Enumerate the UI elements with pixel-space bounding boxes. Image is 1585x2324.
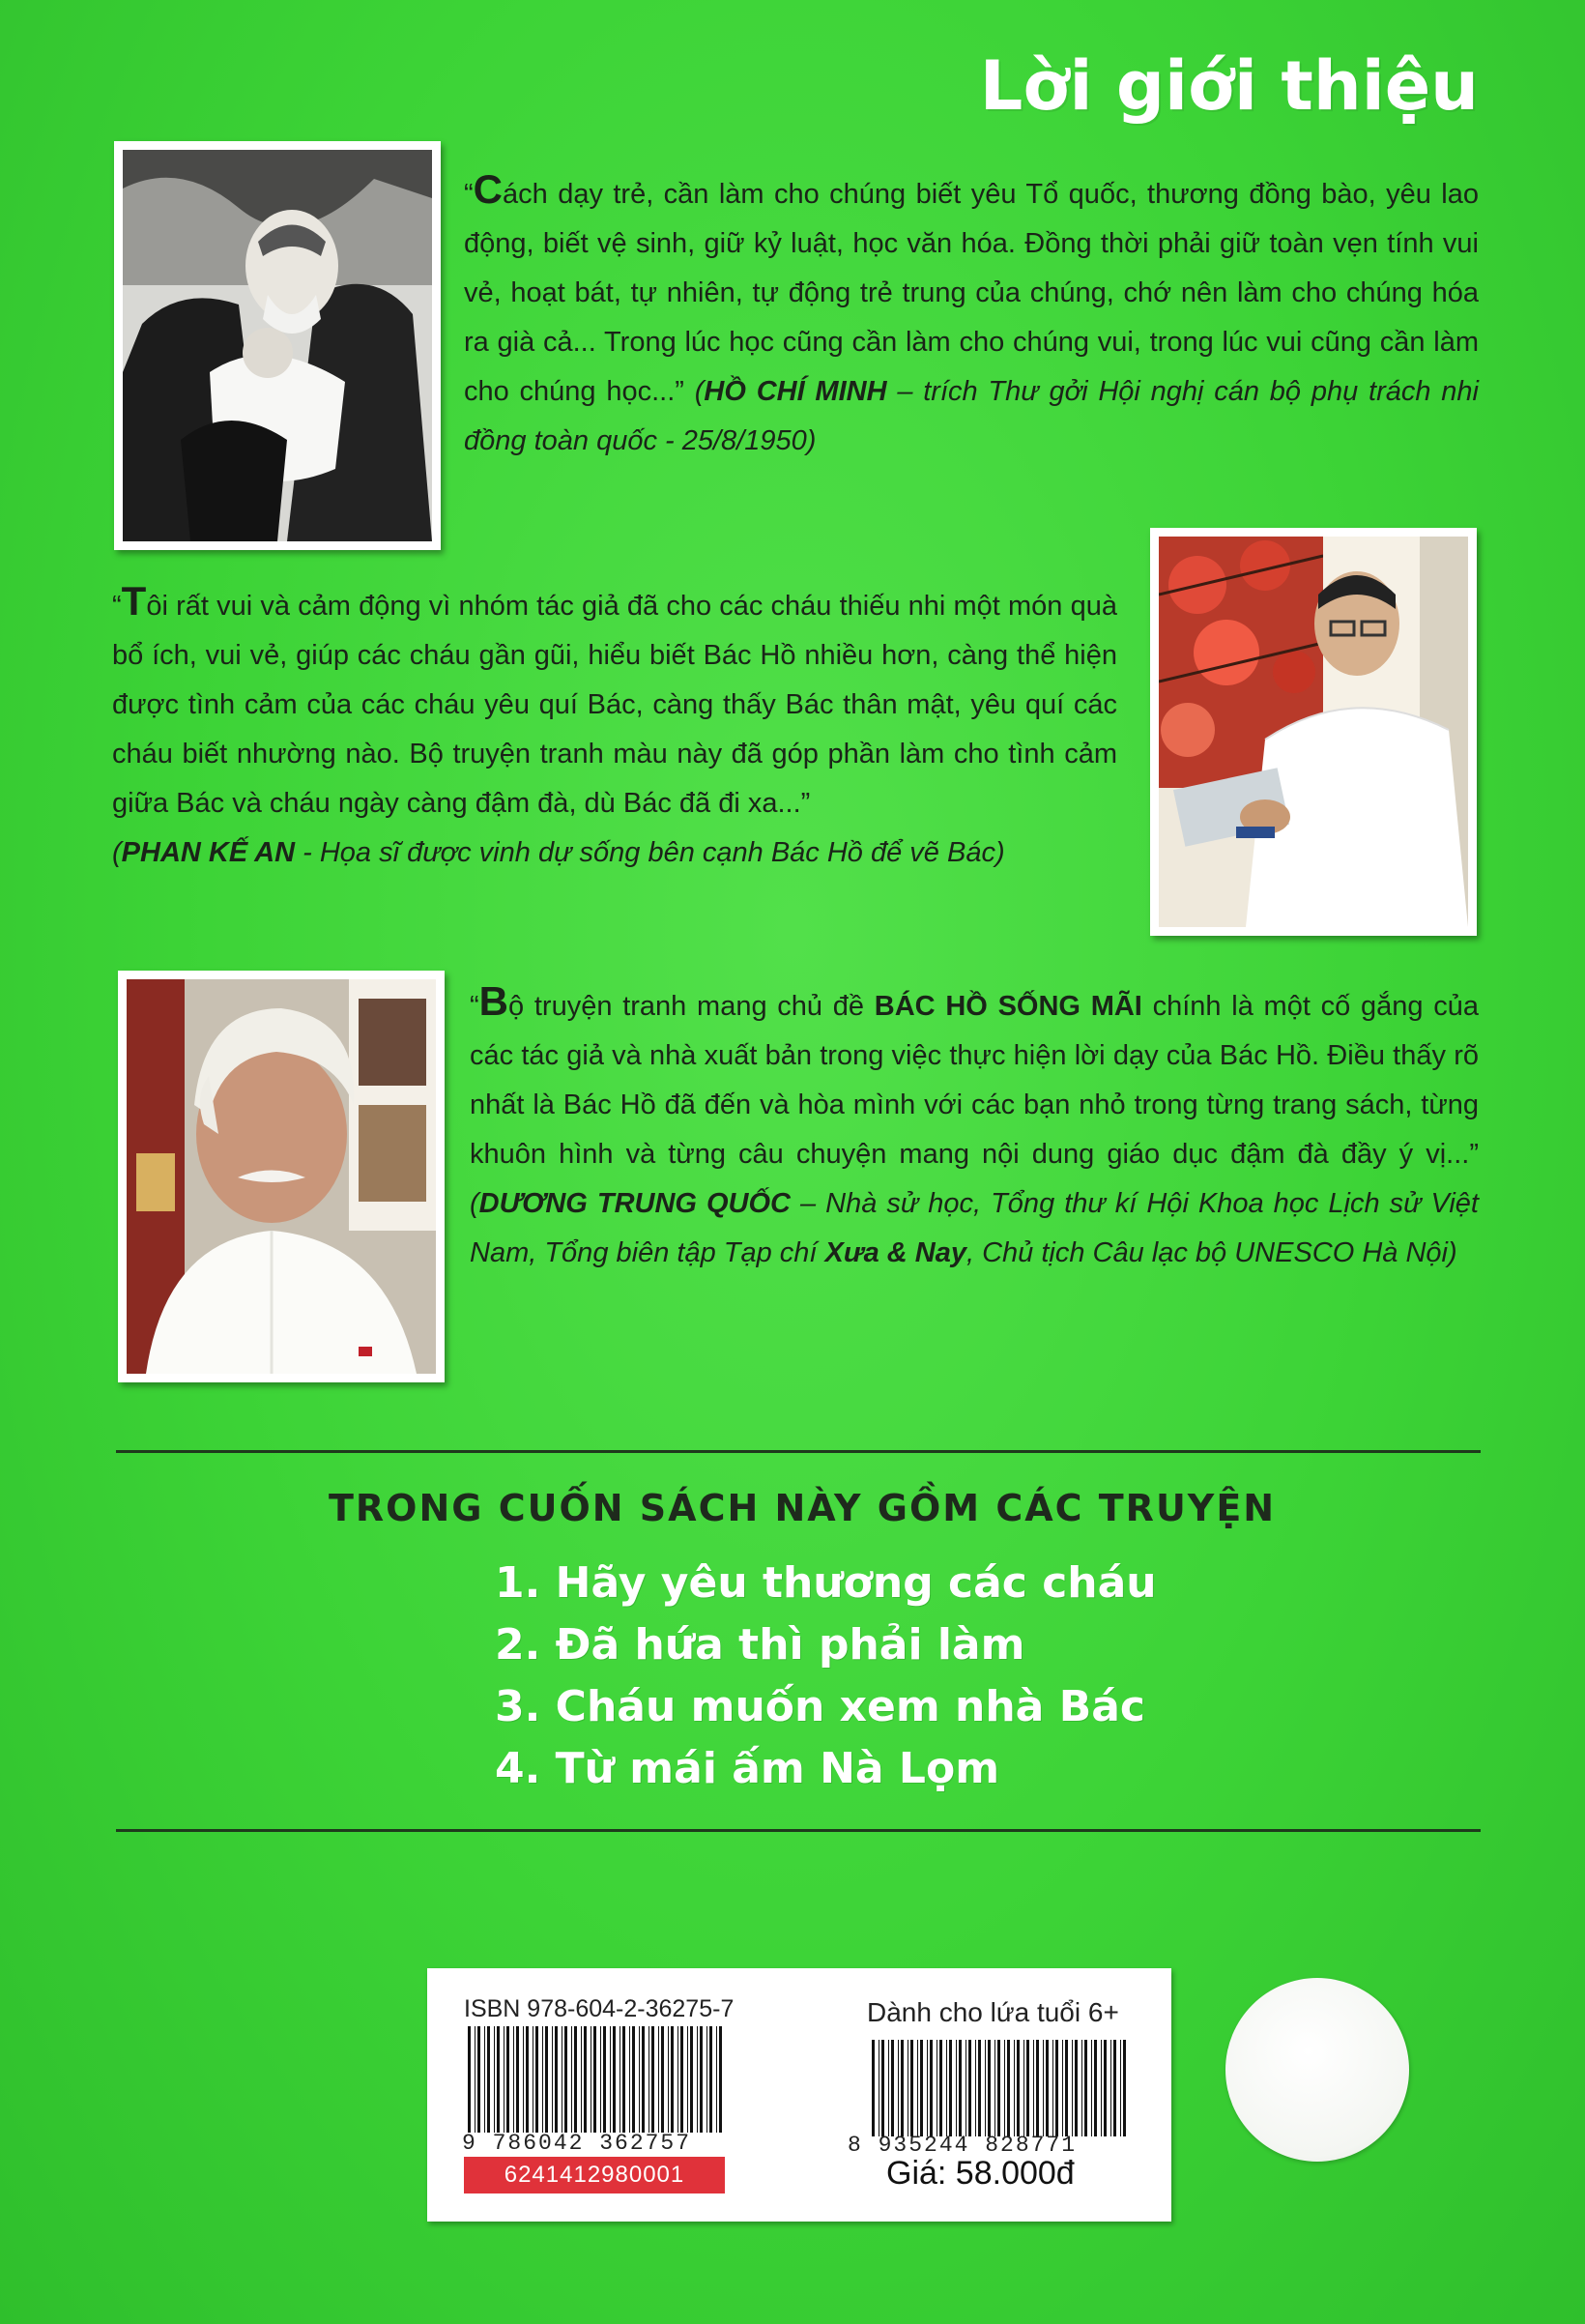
isbn-digits: 9 786042 362757 xyxy=(462,2131,692,2156)
quote-ho-chi-minh: “Cách dạy trẻ, cần làm cho chúng biết yêu Tổ quốc, thương đồng bào, yêu lao động, biết vệ sinh, giữ kỷ luật, học văn hóa. Đồng thời phải giữ toàn vẹn tính vui vẻ, hoạt bát, tự nhiên, tự động trẻ trung của chúng, chớ nên làm cho chúng hóa ra già cả... Trong lúc học cũng cần làm cho chúng vui, trong lúc vui cũng cần làm cho chúng học...” (HỒ CHÍ MINH – trích Thư gởi Hội nghị cán bộ phụ trách nhi đồng toàn quốc - 25/8/1950) xyxy=(464,166,1479,456)
quote-duong-trung-quoc: “Bộ truyện tranh mang chủ đề BÁC HỒ SỐNG MÃI chính là một cố gắng của các tác giả và nhà xuất bản trong việc thực hiện lời dạy của Bác Hồ. Điều thấy rõ nhất là Bác Hồ đã đến và hòa mình với các bạn nhỏ trong từng trang sách, từng khuôn hình và từng câu chuyện mang nội dung giáo dục đậm đà đầy ý vị...” (DƯƠNG TRUNG QUỐC – Nhà sử học, Tổng thư kí Hội Khoa học Lịch sử Việt Nam, Tổng biên tập Tạp chí Xưa & Nay, Chủ tịch Câu lạc bộ UNESCO Hà Nội) xyxy=(470,978,1479,1268)
sticker-circle xyxy=(1225,1978,1409,2162)
isbn-label: ISBN 978-604-2-36275-7 xyxy=(464,1995,735,2022)
divider-top xyxy=(116,1450,1481,1453)
page-title: Lời giới thiệu xyxy=(979,46,1479,126)
photo-phan-ke-an xyxy=(1150,528,1477,936)
quote-source-name: DƯƠNG TRUNG QUỐC xyxy=(478,1188,791,1219)
story-item: 1. Hãy yêu thương các cháu xyxy=(495,1558,1157,1608)
internal-code-badge: 6241412980001 xyxy=(464,2157,725,2193)
isbn-barcode xyxy=(466,2026,727,2133)
series-name: BÁC HỒ SỐNG MÃI xyxy=(874,991,1142,1022)
quote-dropcap: C xyxy=(473,166,504,212)
barcode-card xyxy=(427,1968,1171,2222)
quote-source-name: PHAN KẾ AN xyxy=(121,837,296,868)
magazine-name: Xưa & Nay xyxy=(824,1237,966,1268)
quote-text: ộ truyện tranh mang chủ đề xyxy=(508,991,875,1022)
photo-duong-trung-quoc xyxy=(118,971,445,1382)
story-item: 4. Từ mái ấm Nà Lọm xyxy=(495,1744,1000,1793)
divider-bottom xyxy=(116,1829,1481,1832)
price-label: Giá: 58.000đ xyxy=(886,2155,1075,2192)
quote-phan-ke-an: “Tôi rất vui và cảm động vì nhóm tác giả đã cho các cháu thiếu nhi một món quà bổ ích, vui vẻ, giúp các cháu gần gũi, hiểu biết Bác Hồ nhiều hơn, càng thể hiện được tình cảm của các cháu yêu quí Bác, càng thấy Bác thân mật, yêu quí các cháu biết nhường nào. Bộ truyện tranh màu này đã góp phần làm cho tình cảm giữa Bác và cháu ngày càng đậm đà, dù Bác đã đi xa...” (PHAN KẾ AN - Họa sĩ được vinh dự sống bên cạnh Bác Hồ để vẽ Bác) xyxy=(112,578,1117,868)
contents-heading: TRONG CUỐN SÁCH NÀY GỒM CÁC TRUYỆN xyxy=(329,1487,1277,1529)
quote-dropcap: T xyxy=(121,578,147,624)
quote-dropcap: B xyxy=(478,978,509,1024)
age-label: Dành cho lứa tuổi 6+ xyxy=(867,1997,1119,2027)
quote-source-text: – trích Thư gởi Hội nghị cán bộ phụ trách nhi đồng toàn quốc - 25/8/1950) xyxy=(464,376,1479,456)
quote-text: ôi rất vui và cảm động vì nhóm tác giả đã cho các cháu thiếu nhi một món quà bổ ích, vui vẻ, giúp các cháu gần gũi, hiểu biết Bác Hồ nhiều hơn, càng thể hiện được tình cảm của các cháu yêu quí Bác, càng thấy Bác thân mật, yêu quí các cháu biết nhường nào. Bộ truyện tranh màu này đã góp phần làm cho tình cảm giữa Bác và cháu ngày càng đậm đà, dù Bác đã đi xa...” xyxy=(112,591,1117,819)
story-item: 3. Cháu muốn xem nhà Bác xyxy=(495,1682,1145,1731)
story-item: 2. Đã hứa thì phải làm xyxy=(495,1620,1025,1670)
photo-ho-chi-minh-with-child xyxy=(114,141,441,550)
quote-text: ách dạy trẻ, cần làm cho chúng biết yêu Tổ quốc, thương đồng bào, yêu lao động, biết vệ sinh, giữ kỷ luật, học văn hóa. Đồng thời phải giữ toàn vẹn tính vui vẻ, hoạt bát, tự nhiên, tự động trẻ trung của chúng, chớ nên làm cho chúng hóa ra già cả... Trong lúc học cũng cần làm cho chúng vui, trong lúc vui cũng cần làm cho chúng học...” xyxy=(464,179,1479,407)
quote-source-text: - Họa sĩ được vinh dự sống bên cạnh Bác Hồ để vẽ Bác) xyxy=(295,837,1005,868)
story-list xyxy=(495,1553,1157,1800)
ean-barcode xyxy=(870,2040,1131,2136)
ean-digits: 8 935244 828771 xyxy=(848,2133,1078,2158)
quote-source-name: HỒ CHÍ MINH xyxy=(704,376,887,407)
